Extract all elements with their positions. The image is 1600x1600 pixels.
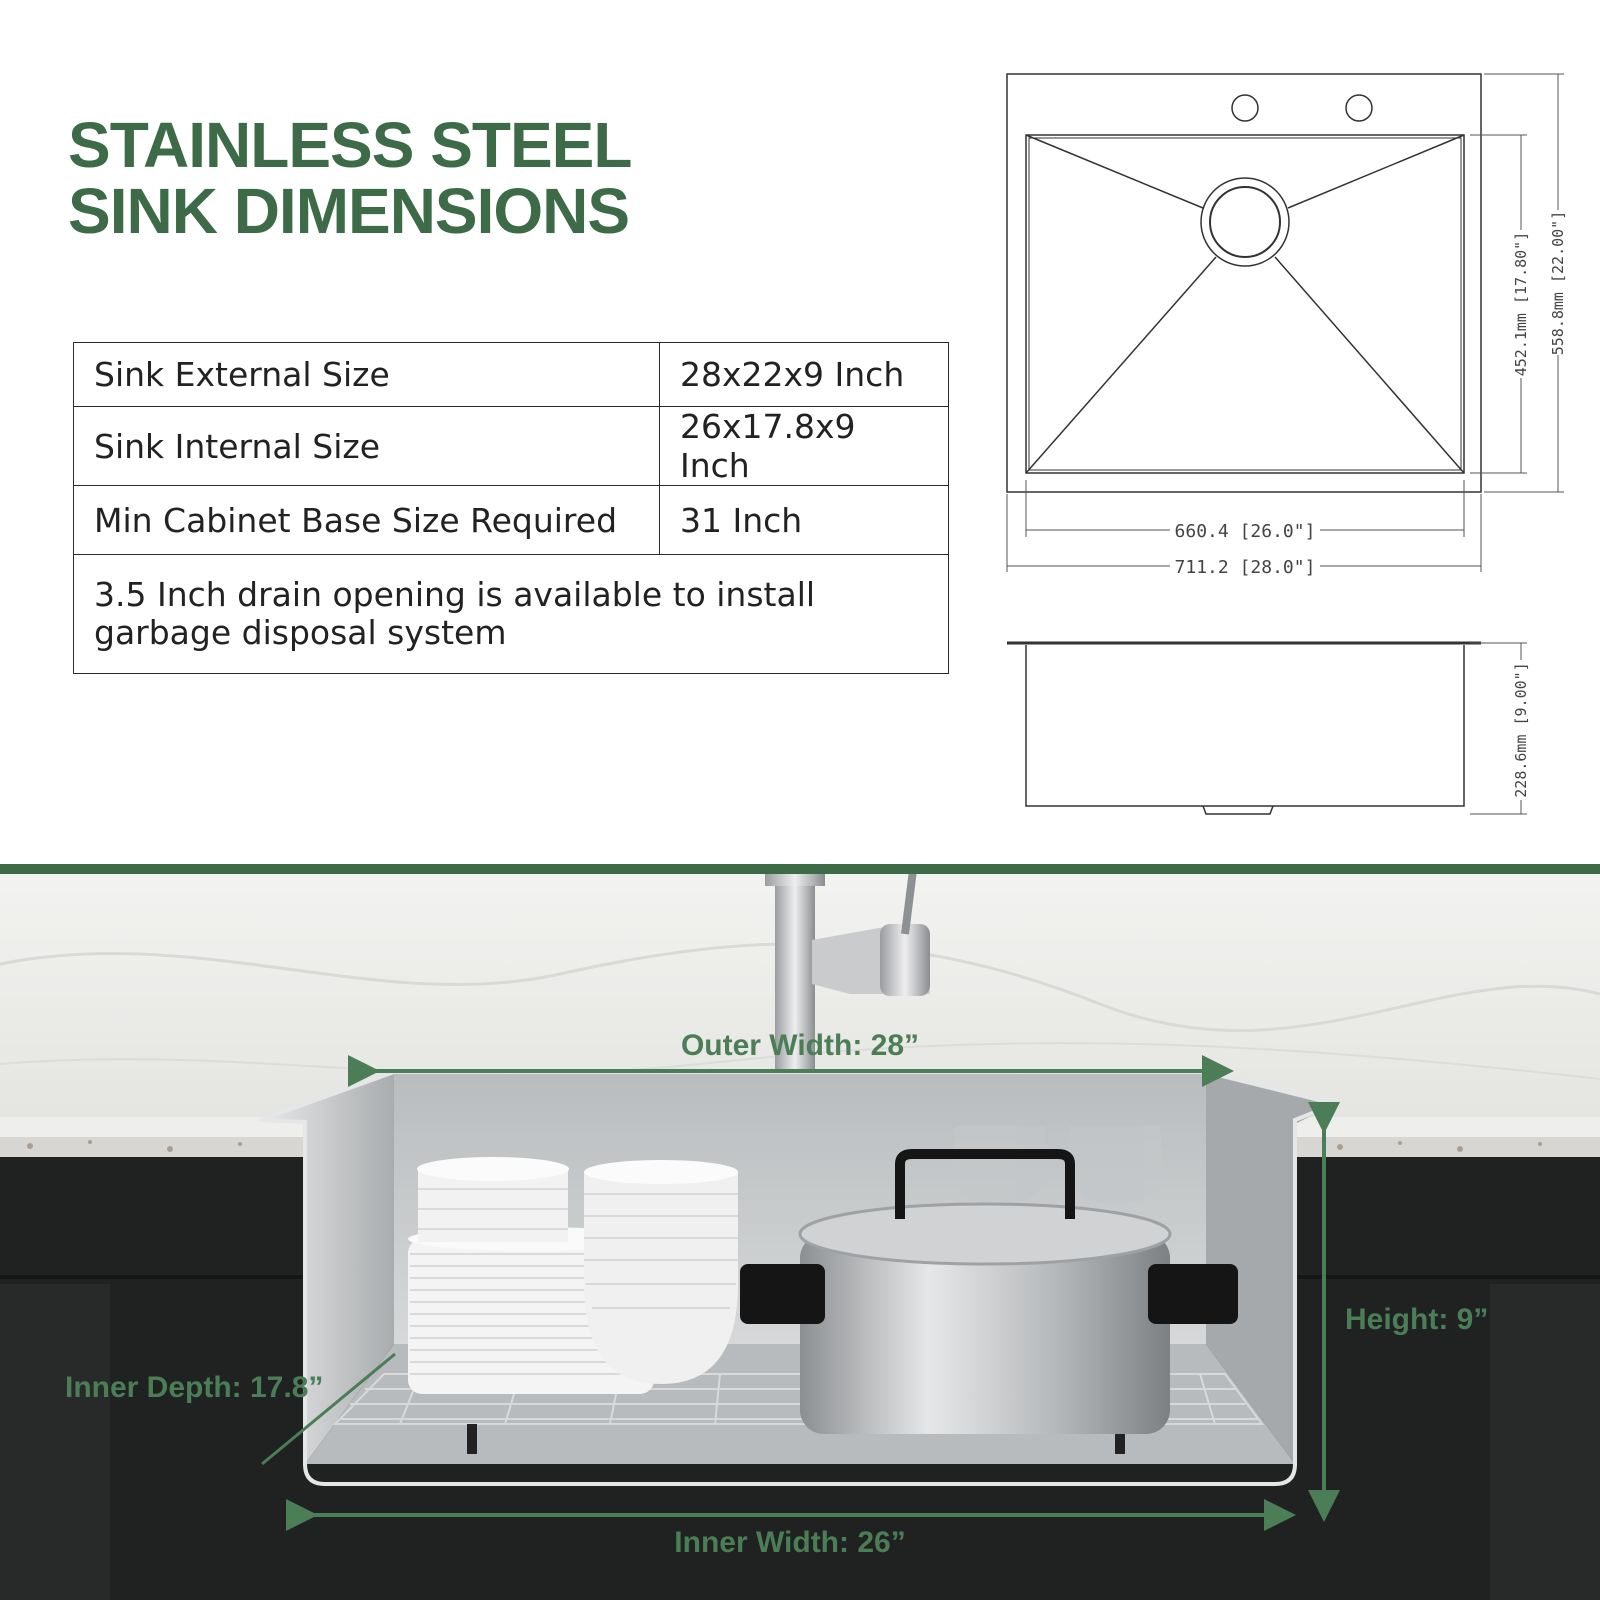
faucet-hole [1346,95,1372,121]
drain-inner [1210,187,1280,257]
faucet-hole [1232,95,1258,121]
basin-outline [1026,135,1464,473]
spec-label: Sink External Size [74,343,660,407]
inner-width-label: Inner Width: 26” [674,1526,906,1559]
height-dimension: 228.6mm [9.00"] [1512,662,1530,798]
inner-depth-label: Inner Depth: 17.8” [65,1371,324,1404]
outer-width-dimension: 711.2 [28.0"] [1174,557,1316,578]
section-divider [0,864,1600,874]
spec-value: 26x17.8x9 Inch [660,407,949,486]
title-line-1: STAINLESS STEEL [68,109,632,181]
height-label: Height: 9” [1345,1303,1489,1336]
outer-width-label: Outer Width: 28” [680,1029,920,1062]
drain-outer [1201,178,1289,266]
spec-label: Sink Internal Size [74,407,660,486]
product-photo [0,864,1600,1600]
title-line-2: SINK DIMENSIONS [68,175,630,247]
spec-label: Min Cabinet Base Size Required [74,486,660,555]
inner-width-dimension: 660.4 [26.0"] [1174,521,1316,542]
inner-depth-dimension: 452.1mm [17.80"] [1512,231,1530,377]
spec-value: 31 Inch [660,486,949,555]
sink-top-view-outline [1007,74,1481,492]
sink-side-view [1007,643,1481,814]
drain-note: 3.5 Inch drain opening is available to install garbage disposal system [74,555,949,674]
spec-value: 28x22x9 Inch [660,343,949,407]
outer-depth-dimension: 558.8mm [22.00"] [1549,210,1567,356]
